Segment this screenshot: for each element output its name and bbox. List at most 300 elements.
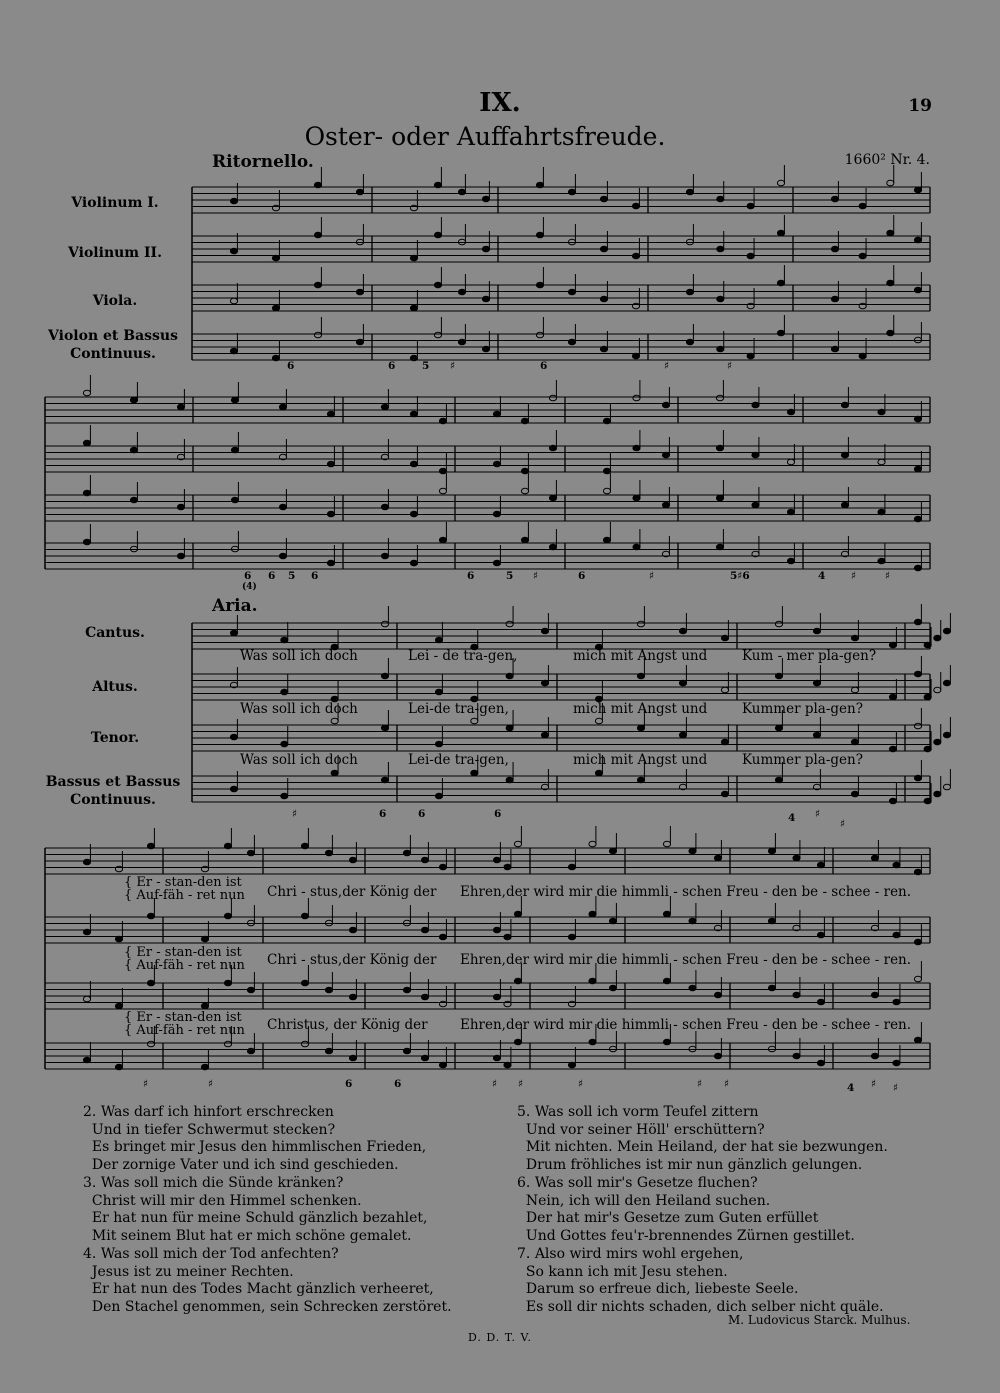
lyric: Was soll ich doch	[240, 648, 358, 664]
note-head	[549, 395, 556, 401]
note-head	[541, 628, 548, 634]
figured-bass: 5♯6	[730, 570, 750, 582]
note-head	[514, 841, 521, 847]
note-head	[247, 850, 254, 856]
note-head	[356, 189, 363, 195]
note-head	[878, 409, 885, 415]
note-head	[787, 459, 794, 465]
note-head	[115, 1064, 122, 1070]
note-head	[177, 504, 184, 510]
note-head	[325, 1048, 332, 1054]
note-head	[224, 913, 231, 919]
voice-label: Bassus et Bassus Continuus.	[45, 774, 181, 808]
note-head	[914, 619, 921, 625]
lyric: { Er - stan-den ist { Auf-fäh - ret nun	[124, 945, 245, 973]
voice-label: Tenor.	[90, 730, 140, 746]
note-head	[482, 346, 489, 352]
note-head	[663, 911, 670, 917]
note-head	[914, 775, 921, 781]
figured-bass: 6	[467, 570, 475, 582]
note-head	[633, 395, 640, 401]
note-head	[632, 203, 639, 209]
note-head	[421, 994, 428, 1000]
note-head	[600, 296, 607, 302]
note-head	[603, 537, 610, 543]
note-head	[943, 732, 950, 738]
note-head	[609, 918, 616, 924]
note-head	[747, 353, 754, 359]
note-head	[871, 855, 878, 861]
note-head	[887, 280, 894, 286]
lyric: mich mit Angst und	[573, 648, 708, 664]
figured-bass: ♯	[664, 360, 670, 372]
lyric: Chri - stus,der König der	[267, 884, 437, 900]
lyric: Kummer pla-gen?	[742, 752, 863, 768]
note-head	[851, 687, 858, 693]
note-head	[914, 287, 921, 293]
figured-bass: ♯	[724, 1078, 730, 1090]
note-head	[439, 468, 446, 474]
note-head	[934, 635, 941, 641]
note-head	[421, 857, 428, 863]
note-head	[777, 230, 784, 236]
note-head	[536, 182, 543, 188]
note-head	[434, 282, 441, 288]
figured-bass: 6	[578, 570, 586, 582]
verse-block: 6. Was soll mir's Gesetze fluchen? Nein, ich will den Heiland suchen. Der hat mir's Gesetze zum Guten erfüllet Und Gottes feu'r-brennendes Zürnen gestillet.	[517, 1175, 855, 1244]
note-head	[714, 855, 721, 861]
note-head	[493, 511, 500, 517]
note-head	[177, 553, 184, 559]
note-head	[403, 1048, 410, 1054]
lyric: Lei - de tra-gen,	[408, 648, 518, 664]
note-head	[721, 687, 728, 693]
footer-mark: D. D. T. V.	[467, 1331, 533, 1344]
note-head	[775, 621, 782, 627]
note-head	[514, 1039, 521, 1045]
note-head	[224, 980, 231, 986]
figured-bass: 6	[311, 570, 319, 582]
note-head	[514, 978, 521, 984]
note-head	[435, 637, 442, 643]
note-head	[679, 680, 686, 686]
note-head	[147, 1041, 154, 1047]
note-head	[224, 1041, 231, 1047]
note-head	[632, 253, 639, 259]
note-head	[914, 1037, 921, 1043]
note-head	[817, 1060, 824, 1066]
note-head	[83, 539, 90, 545]
note-head	[914, 976, 921, 982]
note-head	[679, 628, 686, 634]
note-head	[924, 798, 931, 804]
figured-bass: ♯	[208, 1078, 214, 1090]
note-head	[831, 346, 838, 352]
note-head	[934, 739, 941, 745]
note-head	[775, 777, 782, 783]
note-head	[893, 932, 900, 938]
instrument-label: Violinum II.	[68, 245, 162, 261]
note-head	[747, 203, 754, 209]
note-head	[893, 999, 900, 1005]
note-head	[279, 553, 286, 559]
note-head	[568, 934, 575, 940]
note-head	[458, 189, 465, 195]
note-head	[331, 770, 338, 776]
note-head	[589, 841, 596, 847]
note-head	[603, 488, 610, 494]
note-head	[314, 182, 321, 188]
figured-bass: 5	[422, 360, 430, 372]
note-head	[637, 725, 644, 731]
figured-bass: 6	[494, 808, 502, 820]
note-head	[851, 791, 858, 797]
lyric: { Er - stan-den ist { Auf-fäh - ret nun	[124, 875, 245, 903]
note-head	[493, 927, 500, 933]
lyric: Ehren,der wird mir die himmli - schen Freu - den be - schee - ren.	[460, 884, 912, 900]
note-head	[943, 784, 950, 790]
note-head	[914, 565, 921, 571]
note-head	[752, 452, 759, 458]
note-head	[301, 1041, 308, 1047]
lyric: Was soll ich doch	[240, 701, 358, 717]
note-head	[381, 404, 388, 410]
note-head	[813, 628, 820, 634]
note-head	[595, 770, 602, 776]
note-head	[281, 689, 288, 695]
note-head	[147, 843, 154, 849]
note-head	[506, 621, 513, 627]
note-head	[717, 346, 724, 352]
note-head	[504, 934, 511, 940]
note-head	[434, 332, 441, 338]
note-head	[410, 305, 417, 311]
verse-block: 7. Also wird mirs wohl ergehen, So kann ich mit Jesu stehen. Darum so erfreue dich, liebeste Seele. Es soll dir nichts schaden, dich selber nicht quäle.	[517, 1246, 884, 1315]
note-head	[679, 732, 686, 738]
figured-bass: ♯	[851, 570, 857, 582]
note-head	[943, 680, 950, 686]
note-head	[331, 718, 338, 724]
figured-bass: 4	[788, 812, 796, 824]
note-head	[458, 339, 465, 345]
note-head	[768, 848, 775, 854]
note-head	[435, 793, 442, 799]
note-head	[914, 466, 921, 472]
note-head	[504, 864, 511, 870]
note-head	[716, 544, 723, 550]
note-head	[793, 855, 800, 861]
note-head	[817, 999, 824, 1005]
author-credit: M. Ludovicus Starck. Mulhus.	[728, 1313, 911, 1327]
note-head	[914, 187, 921, 193]
note-head	[493, 560, 500, 566]
note-head	[714, 1053, 721, 1059]
note-head	[831, 196, 838, 202]
note-head	[471, 718, 478, 724]
note-head	[716, 445, 723, 451]
note-head	[871, 992, 878, 998]
note-head	[689, 848, 696, 854]
page-number: 19	[908, 96, 932, 116]
note-head	[914, 416, 921, 422]
note-head	[549, 445, 556, 451]
note-head	[247, 987, 254, 993]
note-head	[831, 296, 838, 302]
figured-bass: (4)	[242, 582, 257, 592]
note-head	[349, 994, 356, 1000]
note-head	[506, 673, 513, 679]
note-head	[301, 913, 308, 919]
note-head	[230, 734, 237, 740]
note-head	[914, 939, 921, 945]
note-head	[536, 332, 543, 338]
note-head	[201, 1003, 208, 1009]
note-head	[589, 978, 596, 984]
note-head	[177, 404, 184, 410]
note-head	[435, 689, 442, 695]
source-reference: 1660² Nr. 4.	[844, 152, 930, 168]
note-head	[859, 253, 866, 259]
verse-block: 5. Was soll ich vorm Teufel zittern Und vor seiner Höll' erschüttern? Mit nichten. Mein Heiland, der hat sie bezwungen. Drum fröhliches ist mir nun gänzlich gelungen.	[517, 1104, 888, 1173]
figured-bass: ♯	[450, 360, 456, 372]
note-head	[506, 725, 513, 731]
note-head	[281, 637, 288, 643]
note-head	[887, 330, 894, 336]
instrument-label: Violinum I.	[71, 195, 159, 211]
figured-bass: 6	[388, 360, 396, 372]
note-head	[381, 725, 388, 731]
note-head	[147, 913, 154, 919]
voice-label: Altus.	[92, 679, 138, 695]
note-head	[887, 180, 894, 186]
note-head	[356, 339, 363, 345]
note-head	[130, 497, 137, 503]
note-head	[327, 461, 334, 467]
note-head	[231, 397, 238, 403]
note-head	[521, 537, 528, 543]
note-head	[924, 642, 931, 648]
note-head	[943, 628, 950, 634]
note-head	[403, 987, 410, 993]
note-head	[603, 468, 610, 474]
note-head	[841, 402, 848, 408]
note-head	[716, 395, 723, 401]
instrument-label: Violon et Bassus Continuus.	[48, 328, 178, 362]
note-head	[301, 843, 308, 849]
note-head	[859, 203, 866, 209]
note-head	[272, 255, 279, 261]
note-head	[230, 198, 237, 204]
note-head	[637, 777, 644, 783]
note-head	[662, 402, 669, 408]
note-head	[281, 793, 288, 799]
note-head	[721, 635, 728, 641]
note-head	[130, 447, 137, 453]
figured-bass: 4	[818, 570, 826, 582]
note-head	[224, 843, 231, 849]
note-head	[349, 927, 356, 933]
lyric: Kummer pla-gen?	[742, 701, 863, 717]
figured-bass: ♯	[143, 1078, 149, 1090]
note-head	[589, 1039, 596, 1045]
figured-bass: ♯	[885, 570, 891, 582]
note-head	[83, 440, 90, 446]
note-head	[775, 725, 782, 731]
note-head	[686, 189, 693, 195]
note-head	[893, 862, 900, 868]
note-head	[493, 857, 500, 863]
figured-bass: 6	[268, 570, 276, 582]
note-head	[549, 495, 556, 501]
note-head	[230, 348, 237, 354]
note-head	[589, 911, 596, 917]
note-head	[871, 1053, 878, 1059]
note-head	[851, 739, 858, 745]
note-head	[887, 230, 894, 236]
note-head	[381, 621, 388, 627]
note-head	[637, 673, 644, 679]
note-head	[787, 509, 794, 515]
note-head	[83, 996, 90, 1002]
note-head	[83, 859, 90, 865]
note-head	[914, 516, 921, 522]
figured-bass: ♯	[578, 1078, 584, 1090]
note-head	[600, 196, 607, 202]
note-head	[381, 777, 388, 783]
verse-block: 4. Was soll mich der Tod anfechten? Jesus ist zu meiner Rechten. Er hat nun des Todes Macht gänzlich verheeret, Den Stachel genommen, sein Schrecken zerstöret.	[83, 1246, 452, 1315]
lyric: Chri - stus,der König der	[267, 952, 437, 968]
note-head	[721, 791, 728, 797]
note-head	[434, 232, 441, 238]
note-head	[482, 196, 489, 202]
note-head	[471, 770, 478, 776]
note-head	[633, 445, 640, 451]
figured-bass: 6	[418, 808, 426, 820]
note-head	[272, 305, 279, 311]
note-head	[325, 987, 332, 993]
note-head	[878, 509, 885, 515]
note-head	[568, 1062, 575, 1068]
figured-bass: 6	[244, 570, 252, 582]
note-head	[115, 1003, 122, 1009]
figured-bass: ♯	[492, 1078, 498, 1090]
note-head	[147, 980, 154, 986]
note-head	[493, 411, 500, 417]
note-head	[356, 289, 363, 295]
note-head	[301, 980, 308, 986]
note-head	[83, 390, 90, 396]
note-head	[493, 461, 500, 467]
figured-bass: ♯	[727, 360, 733, 372]
note-head	[721, 739, 728, 745]
note-head	[689, 918, 696, 924]
note-head	[349, 857, 356, 863]
lyric: mich mit Angst und	[573, 752, 708, 768]
note-head	[817, 932, 824, 938]
figured-bass: 6	[287, 360, 295, 372]
note-head	[600, 346, 607, 352]
note-head	[893, 1060, 900, 1066]
note-head	[889, 642, 896, 648]
note-head	[637, 621, 644, 627]
note-head	[717, 296, 724, 302]
note-head	[914, 723, 921, 729]
note-head	[663, 1039, 670, 1045]
section-label-ritornello: Ritornello.	[212, 152, 314, 172]
figured-bass: 6	[394, 1078, 402, 1090]
note-head	[231, 497, 238, 503]
note-head	[934, 791, 941, 797]
note-head	[410, 355, 417, 361]
note-head	[663, 978, 670, 984]
note-head	[662, 452, 669, 458]
note-head	[609, 985, 616, 991]
note-head	[83, 490, 90, 496]
note-head	[247, 1048, 254, 1054]
note-head	[230, 630, 237, 636]
note-head	[568, 289, 575, 295]
note-head	[521, 468, 528, 474]
note-head	[717, 196, 724, 202]
figured-bass: ♯	[840, 818, 846, 830]
note-head	[272, 355, 279, 361]
note-head	[924, 746, 931, 752]
note-head	[686, 339, 693, 345]
note-head	[752, 502, 759, 508]
note-head	[201, 1064, 208, 1070]
note-head	[410, 560, 417, 566]
note-head	[914, 671, 921, 677]
note-head	[506, 777, 513, 783]
note-head	[493, 994, 500, 1000]
figured-bass: ♯	[533, 570, 539, 582]
figured-bass: 5	[288, 570, 296, 582]
note-head	[327, 511, 334, 517]
note-head	[889, 746, 896, 752]
note-head	[817, 862, 824, 868]
figured-bass: 6	[540, 360, 548, 372]
note-head	[568, 189, 575, 195]
note-head	[633, 495, 640, 501]
note-head	[435, 741, 442, 747]
note-head	[889, 694, 896, 700]
note-head	[514, 911, 521, 917]
lyric: Ehren,der wird mir die himmli - schen Freu - den be - schee - ren.	[460, 952, 912, 968]
note-head	[924, 694, 931, 700]
note-head	[716, 495, 723, 501]
note-head	[889, 798, 896, 804]
lyric: mich mit Angst und	[573, 701, 708, 717]
note-head	[841, 502, 848, 508]
note-head	[536, 282, 543, 288]
note-head	[493, 1055, 500, 1061]
note-head	[327, 560, 334, 566]
note-head	[410, 461, 417, 467]
note-head	[482, 296, 489, 302]
note-head	[609, 848, 616, 854]
lyric: Was soll ich doch	[240, 752, 358, 768]
note-head	[439, 864, 446, 870]
note-head	[327, 411, 334, 417]
note-head	[482, 246, 489, 252]
note-head	[595, 718, 602, 724]
note-head	[381, 553, 388, 559]
note-head	[851, 635, 858, 641]
note-head	[349, 1055, 356, 1061]
note-head	[717, 246, 724, 252]
note-head	[521, 418, 528, 424]
note-head	[325, 850, 332, 856]
